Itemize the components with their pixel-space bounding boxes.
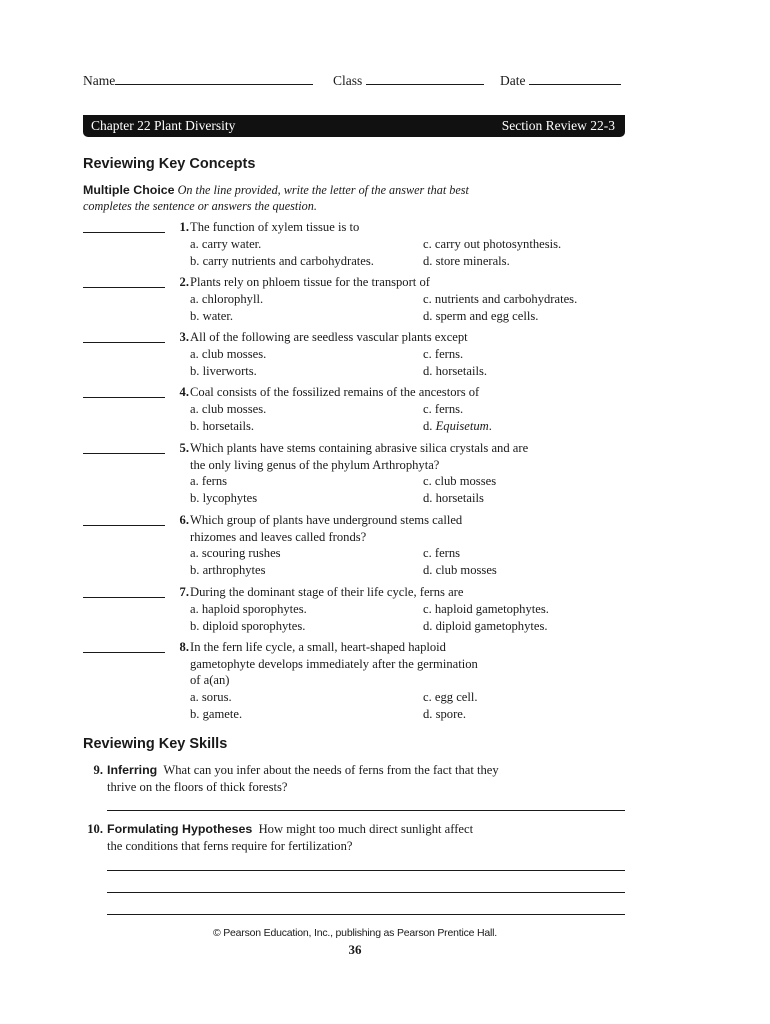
question-number: 3.: [179, 330, 189, 344]
option-a: a. sorus.: [190, 689, 232, 704]
skill-question-10: [83, 821, 628, 854]
option-b: b. horsetails.: [190, 418, 255, 433]
name-label: Name: [83, 73, 116, 88]
question-8: [83, 639, 623, 722]
class-label: Class: [333, 73, 363, 88]
skill-label: Formulating Hypotheses: [107, 822, 253, 836]
option-b: b. arthrophytes: [190, 563, 266, 578]
option-b: b. diploid sporophytes.: [190, 618, 306, 633]
question-1: [83, 219, 623, 269]
option-c: c. carry out photosynthesis.: [423, 236, 562, 251]
question-number: 7.: [179, 585, 189, 599]
option-d-prefix: d.: [423, 418, 436, 433]
answer-blank[interactable]: [83, 232, 165, 233]
answer-blank[interactable]: [83, 342, 165, 343]
option-c: c. egg cell.: [423, 689, 478, 704]
question-stem: The function of xylem tissue is to: [190, 220, 360, 234]
answer-line[interactable]: [107, 914, 625, 915]
question-6: [83, 512, 623, 578]
date-field[interactable]: [500, 72, 621, 89]
question-stem: Which plants have stems containing abrasive silica crystals and are the only living genus of the phylum Arthrophyta?: [190, 441, 529, 472]
date-label: Date: [500, 73, 526, 88]
page-number: 36: [348, 942, 362, 957]
instruction-text: On the line provided, write the letter of the answer that best completes the sentence or answers the question.: [83, 183, 469, 213]
option-a: a. carry water.: [190, 236, 262, 251]
section-title: Section Review 22-3: [501, 118, 615, 133]
skill-prompt: How might too much direct sunlight affect the conditions that ferns require for fertilization?: [107, 822, 474, 853]
skill-question-9: [83, 762, 628, 795]
answer-blank[interactable]: [83, 397, 165, 398]
question-7: [83, 584, 623, 634]
option-a: a. haploid sporophytes.: [190, 601, 307, 616]
skill-prompt: What can you infer about the needs of ferns from the fact that they thrive on the floors of thick forests?: [107, 763, 499, 794]
option-c: c. ferns.: [423, 401, 464, 416]
instruction-label: Multiple Choice: [83, 183, 175, 197]
date-blank[interactable]: [529, 72, 621, 85]
option-c: c. haploid gametophytes.: [423, 601, 549, 616]
question-4: [83, 384, 623, 434]
answer-line[interactable]: [107, 810, 625, 811]
option-c: c. ferns: [423, 546, 461, 561]
option-c: c. club mosses: [423, 474, 497, 489]
question-number: 6.: [179, 513, 189, 527]
answer-blank[interactable]: [83, 525, 165, 526]
concepts-heading: Reviewing Key Concepts: [83, 156, 256, 172]
option-b: b. lycophytes: [190, 491, 258, 506]
skill-label: Inferring: [107, 763, 158, 777]
option-d: d. horsetails.: [423, 363, 488, 378]
option-a: a. scouring rushes: [190, 546, 281, 561]
answer-blank[interactable]: [83, 597, 165, 598]
question-stem: Coal consists of the fossilized remains of the ancestors of: [190, 385, 480, 399]
option-c: c. ferns.: [423, 346, 464, 361]
option-a: a. ferns: [190, 474, 228, 489]
skills-heading: Reviewing Key Skills: [83, 736, 228, 752]
question-stem: All of the following are seedless vascular plants except: [190, 330, 468, 344]
option-d: d. diploid gametophytes.: [423, 618, 548, 633]
option-d: d. horsetails: [423, 491, 484, 506]
option-b: b. carry nutrients and carbohydrates.: [190, 253, 374, 268]
class-field[interactable]: [333, 72, 484, 89]
question-number: 10.: [87, 822, 103, 836]
option-b: b. water.: [190, 308, 234, 323]
chapter-bar: [83, 115, 625, 137]
answer-line[interactable]: [107, 870, 625, 871]
question-5: [83, 440, 623, 506]
answer-blank[interactable]: [83, 652, 165, 653]
option-a: a. club mosses.: [190, 401, 267, 416]
question-number: 1.: [179, 220, 189, 234]
question-number: 2.: [179, 275, 189, 289]
option-d-genus: Equisetum: [435, 418, 489, 433]
question-2: [83, 274, 623, 324]
option-b: b. liverworts.: [190, 363, 257, 378]
name-blank[interactable]: [115, 72, 313, 85]
answer-line[interactable]: [107, 892, 625, 893]
option-b: b. gamete.: [190, 706, 243, 721]
question-stem: During the dominant stage of their life cycle, ferns are: [190, 585, 464, 599]
instructions: [83, 182, 503, 214]
question-stem: In the fern life cycle, a small, heart-shaped haploid gametophyte develops immediately after the germination of a(an): [190, 640, 478, 688]
option-d: d. club mosses: [423, 563, 497, 578]
question-stem: Which group of plants have underground stems called rhizomes and leaves called fronds?: [190, 513, 463, 544]
question-stem: Plants rely on phloem tissue for the transport of: [190, 275, 430, 289]
option-d: d. store minerals.: [423, 253, 510, 268]
option-d: [423, 418, 492, 435]
question-3: [83, 329, 623, 379]
answer-blank[interactable]: [83, 287, 165, 288]
question-number: 5.: [179, 441, 189, 455]
question-number: 9.: [93, 763, 103, 777]
option-a: a. club mosses.: [190, 346, 267, 361]
option-d: d. sperm and egg cells.: [423, 308, 539, 323]
option-a: a. chlorophyll.: [190, 291, 264, 306]
option-c: c. nutrients and carbohydrates.: [423, 291, 578, 306]
option-d-suffix: .: [488, 418, 492, 433]
chapter-title: Chapter 22 Plant Diversity: [91, 118, 236, 133]
class-blank[interactable]: [366, 72, 484, 85]
answer-blank[interactable]: [83, 453, 165, 454]
question-number: 4.: [179, 385, 189, 399]
option-d: d. spore.: [423, 706, 467, 721]
name-field[interactable]: [83, 72, 313, 89]
question-number: 8.: [179, 640, 189, 654]
copyright: © Pearson Education, Inc., publishing as Pearson Prentice Hall.: [212, 927, 498, 939]
